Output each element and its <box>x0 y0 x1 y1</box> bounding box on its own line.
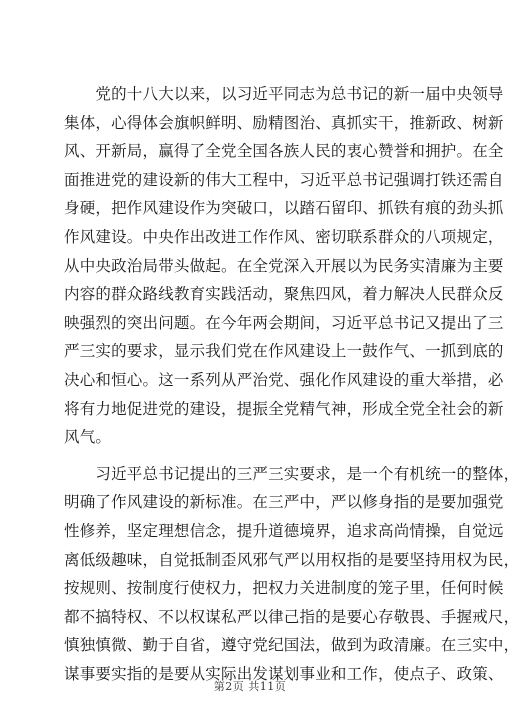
text-line: 从中央政治局带头做起。在全党深入开展以为民务实清廉为主要 <box>64 256 504 275</box>
text-line: 习近平总书记提出的三严三实要求，是一个有机统一的整体， <box>64 464 519 483</box>
document-body <box>64 80 519 688</box>
page-number-footer: 第2页 共11页 <box>213 680 287 693</box>
text-line: 按规则、按制度行使权力，把权力关进制度的笼子里，任何时候 <box>64 579 504 598</box>
paragraph-2 <box>64 460 519 689</box>
text-line: 性修养，坚定理想信念，提升道德境界，追求高尚情操，自觉远 <box>64 521 504 540</box>
text-line: 内容的群众路线教育实践活动，聚焦四风，着力解决人民群众反 <box>64 285 504 304</box>
text-line: 身硬，把作风建设作为突破口，以踏石留印、抓铁有痕的劲头抓 <box>64 199 504 218</box>
text-line: 决心和恒心。这一系列从严治党、强化作风建设的重大举措，必 <box>64 370 504 389</box>
text-line: 将有力地促进党的建设，提振全党精气神，形成全党全社会的新 <box>64 399 504 418</box>
text-line: 面推进党的建设新的伟大工程中，习近平总书记强调打铁还需自 <box>64 170 504 189</box>
text-line: 集体，心得体会旗帜鲜明、励精图治、真抓实干，推新政、树新 <box>64 113 504 132</box>
text-line: 映强烈的突出问题。在今年两会期间，习近平总书记又提出了三 <box>64 313 504 332</box>
text-line: 慎独慎微、勤于自省，遵守党纪国法，做到为政清廉。在三实中， <box>64 636 519 655</box>
paragraph-spacer <box>64 452 436 460</box>
text-line: 都不搞特权、不以权谋私严以律己指的是要心存敬畏、手握戒尺， <box>64 607 519 626</box>
text-line: 党的十八大以来，以习近平同志为总书记的新一届中央领导 <box>64 85 504 103</box>
text-line: 风气。 <box>64 428 112 447</box>
text-line: 作风建设。中央作出改进工作作风、密切联系群众的八项规定， <box>64 227 504 246</box>
text-line: 风、开新局，赢得了全党全国各族人民的衷心赞誉和拥护。在全 <box>64 142 504 161</box>
text-line: 离低级趣味，自觉抵制歪风邪气严以用权指的是要坚持用权为民， <box>64 550 519 569</box>
text-line: 严三实的要求，显示我们党在作风建设上一鼓作气、一抓到底的 <box>64 342 504 361</box>
text-line: 明确了作风建设的新标准。在三严中，严以修身指的是要加强党 <box>64 493 504 512</box>
text-line: 谋事要实指的是要从实际出发谋划事业和工作，使点子、政策、 <box>64 664 504 683</box>
paragraph-1 <box>64 80 504 452</box>
